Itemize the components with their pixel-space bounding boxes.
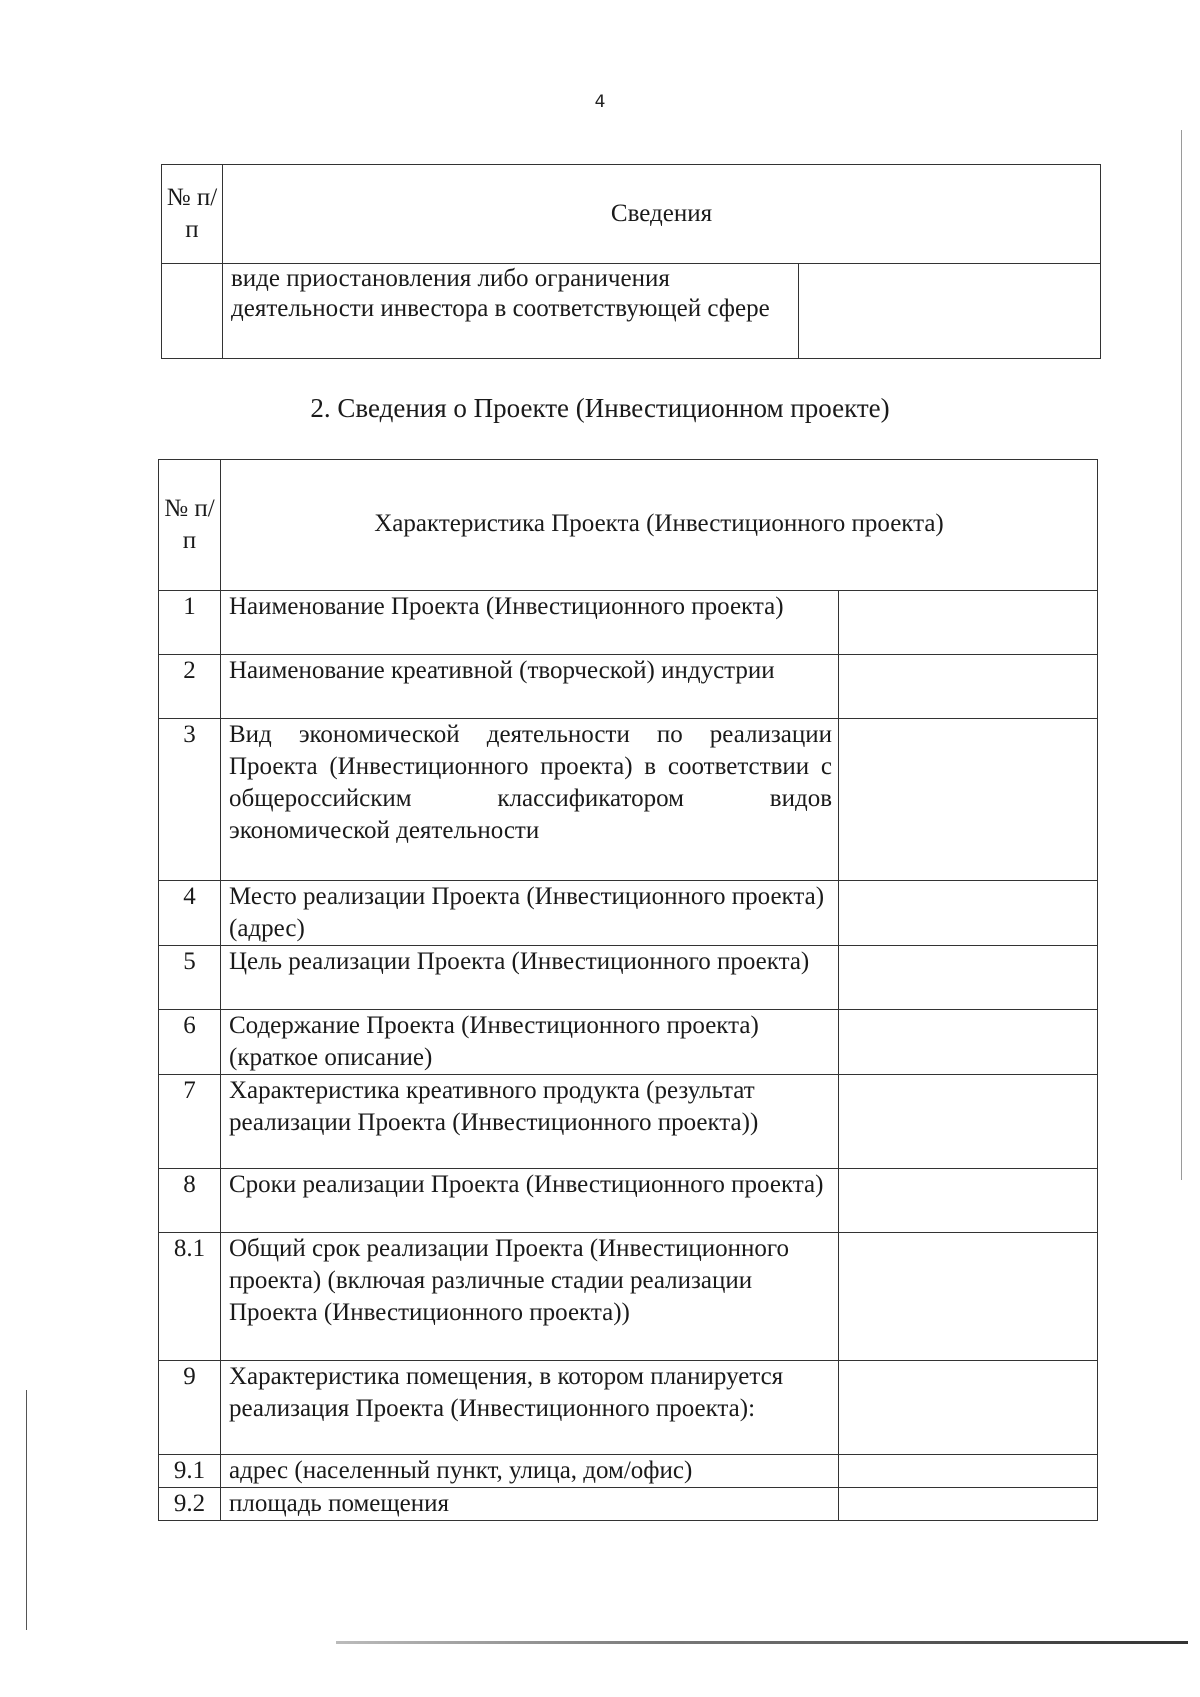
row-number: 6 <box>159 1010 221 1075</box>
row-number <box>162 264 223 359</box>
row-description: Общий срок реализации Проекта (Инвестиционного проекта) (включая различные стадии реализации Проекта (Инвестиционного проекта)) <box>221 1233 839 1361</box>
row-number: 4 <box>159 881 221 946</box>
row-description: Характеристика помещения, в котором планируется реализация Проекта (Инвестиционного проекта): <box>221 1361 839 1455</box>
section-title: 2. Сведения о Проекте (Инвестиционном проекте) <box>310 393 890 423</box>
row-number: 9.2 <box>159 1488 221 1521</box>
row-description: Место реализации Проекта (Инвестиционного проекта) (адрес) <box>221 881 839 946</box>
info-table-continued <box>161 164 1101 359</box>
row-number: 9.1 <box>159 1455 221 1488</box>
row-description: Вид экономической деятельности по реализации Проекта (Инвестиционного проекта) в соответствии с общероссийским классификатором видов экономической деятельности <box>221 719 839 881</box>
table-row <box>159 1075 1098 1169</box>
column-header-number: № п/п <box>159 460 221 591</box>
table-row <box>159 1010 1098 1075</box>
row-number: 3 <box>159 719 221 881</box>
row-description: площадь помещения <box>221 1488 839 1521</box>
row-number: 8 <box>159 1169 221 1233</box>
row-value-cell[interactable] <box>839 1455 1098 1488</box>
row-value-cell[interactable] <box>839 1075 1098 1169</box>
row-value-cell[interactable] <box>839 1010 1098 1075</box>
row-description: виде приостановления либо ограничения деятельности инвестора в соответствующей сфере <box>223 264 799 359</box>
row-description: Содержание Проекта (Инвестиционного проекта) (краткое описание) <box>221 1010 839 1075</box>
column-header-info: Сведения <box>223 165 1101 264</box>
table-row <box>159 881 1098 946</box>
table-row <box>159 1169 1098 1233</box>
row-number: 2 <box>159 655 221 719</box>
table-row <box>159 655 1098 719</box>
row-number: 9 <box>159 1361 221 1455</box>
row-value-cell[interactable] <box>839 1233 1098 1361</box>
table-row <box>159 1455 1098 1488</box>
table-row <box>159 1361 1098 1455</box>
row-number: 7 <box>159 1075 221 1169</box>
row-value-cell[interactable] <box>839 591 1098 655</box>
column-header-characteristic: Характеристика Проекта (Инвестиционного проекта) <box>221 460 1098 591</box>
row-value-cell[interactable] <box>839 1169 1098 1233</box>
row-description: Наименование креативной (творческой) индустрии <box>221 655 839 719</box>
table-row <box>159 1488 1098 1521</box>
row-description: адрес (населенный пункт, улица, дом/офис) <box>221 1455 839 1488</box>
scan-right-edge <box>1181 130 1182 1180</box>
scan-margin-line <box>26 1390 27 1630</box>
project-info-table <box>158 459 1098 1521</box>
table-header-row <box>159 460 1098 591</box>
row-number: 5 <box>159 946 221 1010</box>
row-description: Сроки реализации Проекта (Инвестиционного проекта) <box>221 1169 839 1233</box>
column-header-number: № п/п <box>162 165 223 264</box>
row-description: Наименование Проекта (Инвестиционного проекта) <box>221 591 839 655</box>
table-row <box>162 264 1101 359</box>
row-description: Характеристика креативного продукта (результат реализации Проекта (Инвестиционного проекта)) <box>221 1075 839 1169</box>
table-row <box>159 946 1098 1010</box>
row-value-cell[interactable] <box>839 881 1098 946</box>
row-value-cell[interactable] <box>839 655 1098 719</box>
row-description: Цель реализации Проекта (Инвестиционного проекта) <box>221 946 839 1010</box>
table-header-row <box>162 165 1101 264</box>
row-value-cell[interactable] <box>839 946 1098 1010</box>
row-value-cell[interactable] <box>839 1488 1098 1521</box>
row-number: 8.1 <box>159 1233 221 1361</box>
row-number: 1 <box>159 591 221 655</box>
row-value-cell[interactable] <box>799 264 1101 359</box>
table-row <box>159 1233 1098 1361</box>
row-value-cell[interactable] <box>839 719 1098 881</box>
table-row <box>159 591 1098 655</box>
table-row <box>159 719 1098 881</box>
page-number: 4 <box>594 92 606 112</box>
scan-bottom-rule <box>336 1641 1188 1644</box>
row-value-cell[interactable] <box>839 1361 1098 1455</box>
